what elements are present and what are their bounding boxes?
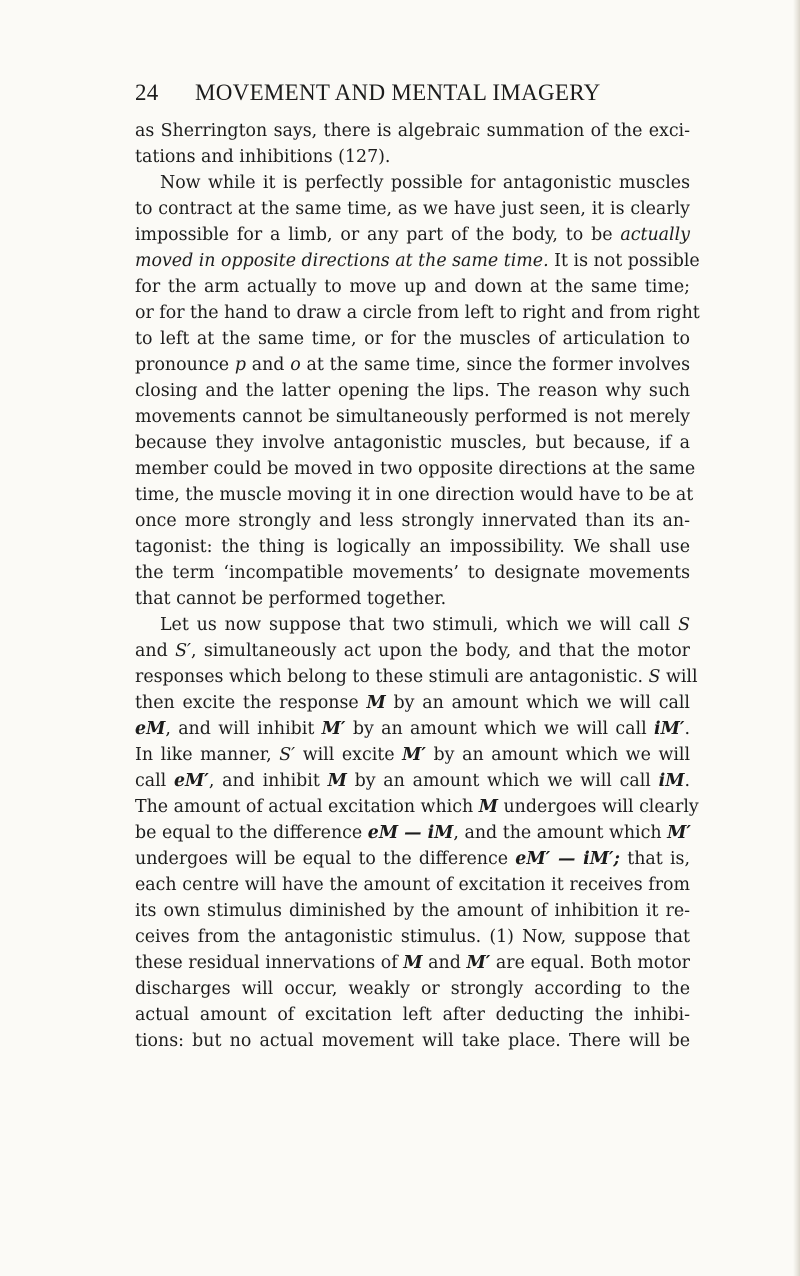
text-run: that cannot be performed together. — [135, 589, 447, 609]
text-run: S′ — [175, 641, 191, 661]
text-run: M′ — [466, 953, 491, 973]
text-run: S′ — [279, 745, 296, 765]
text-line — [135, 378, 690, 404]
text-run: undergoes will clearly — [497, 797, 699, 817]
text-run: iM′ — [654, 719, 685, 739]
text-run: for the arm actually to move up and down at the same time; — [135, 277, 690, 297]
text-run: tations and inhibitions (127). — [135, 147, 391, 167]
text-run: and — [245, 355, 291, 375]
text-run: undergoes will be equal to the difference — [135, 849, 516, 869]
text-run: as Sherrington says, there is algebraic summation of the exci- — [135, 121, 690, 141]
text-run: by an amount which we will call — [385, 693, 690, 713]
text-line — [135, 1002, 690, 1028]
text-run: M′ — [402, 745, 426, 765]
text-run: are equal. Both motor — [490, 953, 690, 973]
text-run: o — [290, 355, 301, 375]
text-run: these residual innervations of — [135, 953, 404, 973]
text-run: at the same time, since the former involves — [300, 355, 691, 375]
text-run: M — [327, 771, 347, 791]
page-number: 24 — [135, 80, 159, 105]
text-line — [135, 768, 690, 794]
text-line — [135, 560, 690, 586]
text-run: . — [684, 719, 690, 739]
text-run: discharges will occur, weakly or strongly according to the — [135, 979, 690, 999]
text-line — [135, 456, 696, 482]
text-run: , and the amount which — [453, 823, 668, 843]
text-line — [135, 846, 690, 872]
text-run: M — [403, 953, 423, 973]
text-run: M — [478, 797, 498, 817]
text-line — [135, 326, 690, 352]
text-run: because they involve antagonistic muscles, but because, if a — [135, 433, 690, 453]
text-run: , and inhibit — [208, 771, 328, 791]
text-run: Let us now suppose that two stimuli, which we will call — [160, 615, 679, 635]
text-line — [135, 482, 694, 508]
text-line — [135, 274, 690, 300]
text-run: eM — iM — [367, 823, 454, 843]
text-run: time, the muscle moving it in one direction would have to be at — [135, 485, 694, 505]
text-line — [135, 534, 690, 560]
text-run: the term ‘incompatible movements’ to designate movements — [135, 563, 690, 583]
text-run: impossible for a limb, or any part of the body, to be — [135, 225, 621, 245]
running-head — [135, 80, 630, 110]
text-run: by an amount which we will call — [346, 771, 659, 791]
text-run: moved in opposite directions at the same time. — [135, 251, 549, 271]
text-run: that is, — [619, 849, 690, 869]
text-line — [135, 612, 690, 638]
text-run: It is not possible — [548, 251, 700, 271]
text-run: and — [135, 641, 176, 661]
text-run: The amount of actual excitation which — [135, 797, 479, 817]
text-line — [135, 1028, 690, 1054]
text-run: or for the hand to draw a circle from left to right and from right — [135, 303, 700, 323]
text-run: S — [648, 667, 661, 687]
text-line — [135, 690, 690, 716]
text-run: eM′ — [173, 771, 209, 791]
text-run: responses which belong to these stimuli are antagonistic. — [135, 667, 649, 687]
text-run: eM — [135, 719, 166, 739]
text-run: Now while it is perfectly possible for antagonistic muscles — [160, 173, 690, 193]
text-run: movements cannot be simultaneously performed is not merely — [135, 407, 690, 427]
text-run: S — [678, 615, 690, 635]
text-run: and — [422, 953, 467, 973]
text-run: member could be moved in two opposite directions at the same — [135, 459, 696, 479]
text-line — [135, 924, 690, 950]
text-run: M′ — [321, 719, 346, 739]
text-line — [135, 144, 690, 170]
text-run: once more strongly and less strongly innervated than its an- — [135, 511, 690, 531]
text-run: to contract at the same time, as we have just seen, it is clearly — [135, 199, 690, 219]
text-run: iM — [658, 771, 685, 791]
text-line — [135, 222, 690, 248]
text-run: call — [135, 771, 174, 791]
text-line — [135, 664, 698, 690]
text-run: will excite — [295, 745, 403, 765]
page-edge-shadow — [793, 0, 800, 1276]
text-run: will — [660, 667, 698, 687]
body-text — [135, 118, 700, 1054]
text-line — [135, 352, 690, 378]
text-line — [135, 794, 699, 820]
text-run: to left at the same time, or for the muscles of articulation to — [135, 329, 690, 349]
text-run: by an amount which we will call — [345, 719, 654, 739]
text-line — [135, 586, 690, 612]
text-run: pronounce — [135, 355, 235, 375]
text-run: , simultaneously act upon the body, and that the motor — [190, 641, 690, 661]
text-line — [135, 300, 700, 326]
text-line — [135, 820, 690, 846]
text-line — [135, 872, 690, 898]
text-run: , and will inhibit — [165, 719, 322, 739]
text-run: actual amount of excitation left after deducting the inhibi- — [135, 1005, 690, 1025]
text-run: then excite the response — [135, 693, 367, 713]
text-line — [135, 976, 690, 1002]
text-run: eM′ — iM′; — [515, 849, 620, 869]
text-line — [135, 248, 700, 274]
text-run: tions: but no actual movement will take place. There will be — [135, 1031, 690, 1051]
text-run: be equal to the difference — [135, 823, 368, 843]
text-line — [135, 638, 690, 664]
text-line — [135, 898, 690, 924]
text-run: actually — [620, 225, 690, 245]
chapter-title: MOVEMENT AND MENTAL IMAGERY — [195, 80, 601, 105]
text-run: M′ — [667, 823, 691, 843]
text-line — [135, 196, 690, 222]
text-line — [135, 508, 690, 534]
text-line — [135, 118, 690, 144]
text-run: by an amount which we will — [425, 745, 691, 765]
text-run: In like manner, — [135, 745, 280, 765]
text-run: M — [366, 693, 386, 713]
text-run: tagonist: the thing is logically an impossibility. We shall use — [135, 537, 690, 557]
text-run: its own stimulus diminished by the amount of inhibition it re- — [135, 901, 690, 921]
text-line — [135, 742, 690, 768]
text-line — [135, 170, 690, 196]
text-run: . — [684, 771, 690, 791]
text-run: closing and the latter opening the lips. The reason why such — [135, 381, 690, 401]
text-run: each centre will have the amount of excitation it receives from — [135, 875, 690, 895]
text-line — [135, 950, 690, 976]
text-line — [135, 404, 690, 430]
text-line — [135, 716, 690, 742]
text-run: ceives from the antagonistic stimulus. (1) Now, suppose that — [135, 927, 690, 947]
text-run: p — [234, 355, 246, 375]
text-line — [135, 430, 690, 456]
